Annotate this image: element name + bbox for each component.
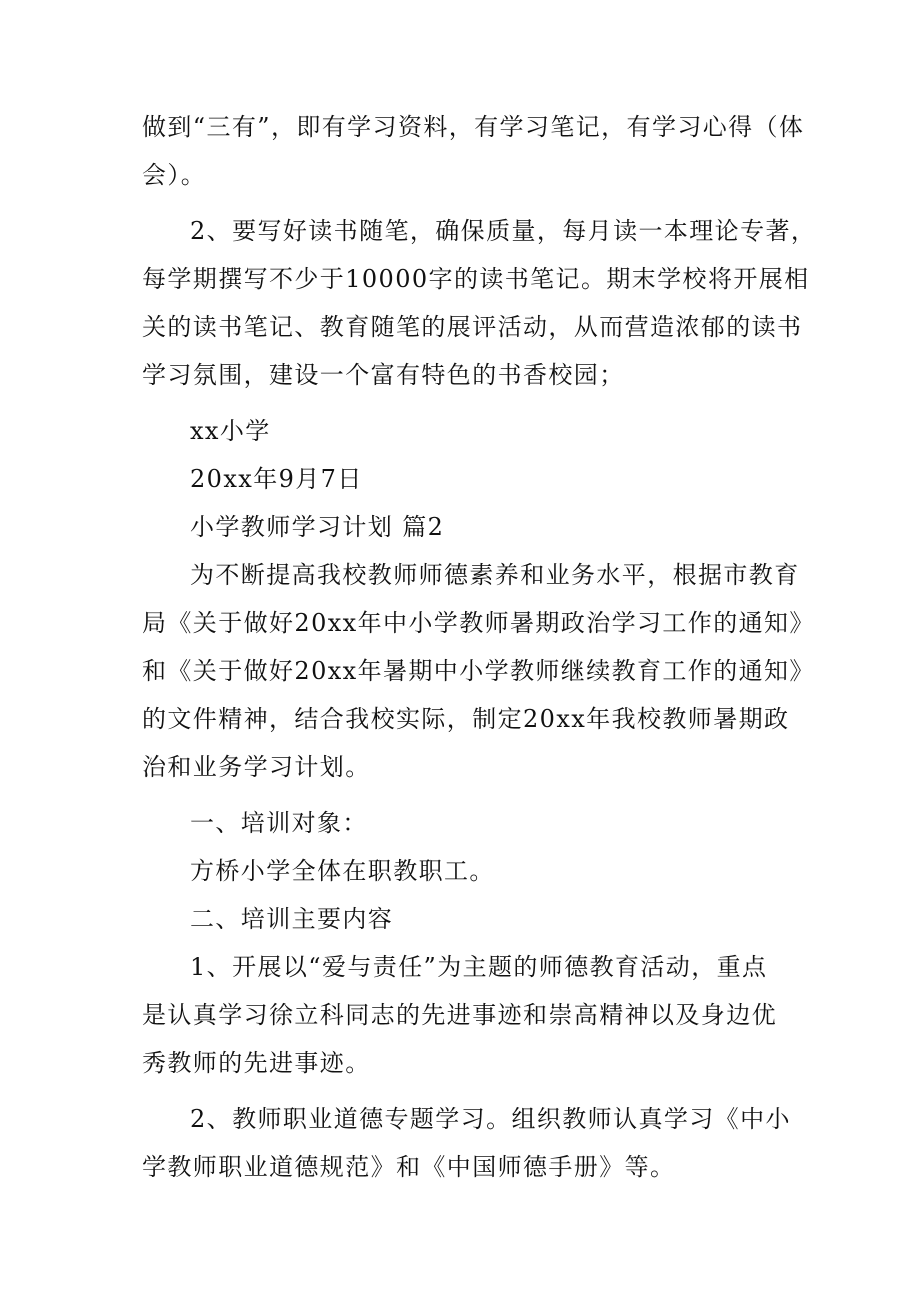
section-title: 小学教师学习计划 篇2 bbox=[190, 513, 445, 541]
paragraph-line: 会）。 bbox=[142, 161, 207, 189]
paragraph-line: 为不断提高我校教师师德素养和业务水平，根据市教育 bbox=[190, 561, 800, 589]
paragraph-line: 局《关于做好20xx年中小学教师暑期政治学习工作的通知》 bbox=[142, 609, 815, 637]
paragraph-line: 每学期撰写不少于10000字的读书笔记。期末学校将开展相 bbox=[142, 265, 810, 293]
paragraph-line: 2、教师职业道德专题学习。组织教师认真学习《中小 bbox=[190, 1105, 791, 1133]
signature-date: 20xx年9月7日 bbox=[190, 465, 363, 493]
signature-school: xx小学 bbox=[190, 417, 271, 445]
heading-training-content: 二、培训主要内容 bbox=[190, 905, 394, 933]
paragraph-line: 学习氛围，建设一个富有特色的书香校园； bbox=[142, 361, 625, 389]
heading-training-target: 一、培训对象： bbox=[190, 809, 368, 837]
document-body bbox=[142, 103, 817, 1191]
paragraph-line: 学教师职业道德规范》和《中国师德手册》等。 bbox=[142, 1153, 676, 1181]
paragraph-line: 秀教师的先进事迹。 bbox=[142, 1049, 371, 1077]
paragraph-line: 关的读书笔记、教育随笔的展评活动，从而营造浓郁的读书 bbox=[142, 313, 803, 341]
paragraph-line: 是认真学习徐立科同志的先进事迹和崇高精神以及身边优 bbox=[142, 1001, 777, 1029]
paragraph-line: 治和业务学习计划。 bbox=[142, 753, 371, 781]
paragraph-line: 和《关于做好20xx年暑期中小学教师继续教育工作的通知》 bbox=[142, 657, 815, 685]
paragraph-line: 做到“三有”，即有学习资料，有学习笔记，有学习心得（体 bbox=[142, 113, 805, 141]
paragraph-line: 1、开展以“爱与责任”为主题的师德教育活动，重点 bbox=[190, 953, 768, 981]
paragraph-line: 方桥小学全体在职教职工。 bbox=[190, 857, 495, 885]
paragraph-line: 的文件精神，结合我校实际，制定20xx年我校教师暑期政 bbox=[142, 705, 790, 733]
paragraph-line: 2、要写好读书随笔，确保质量，每月读一本理论专著， bbox=[190, 217, 817, 245]
